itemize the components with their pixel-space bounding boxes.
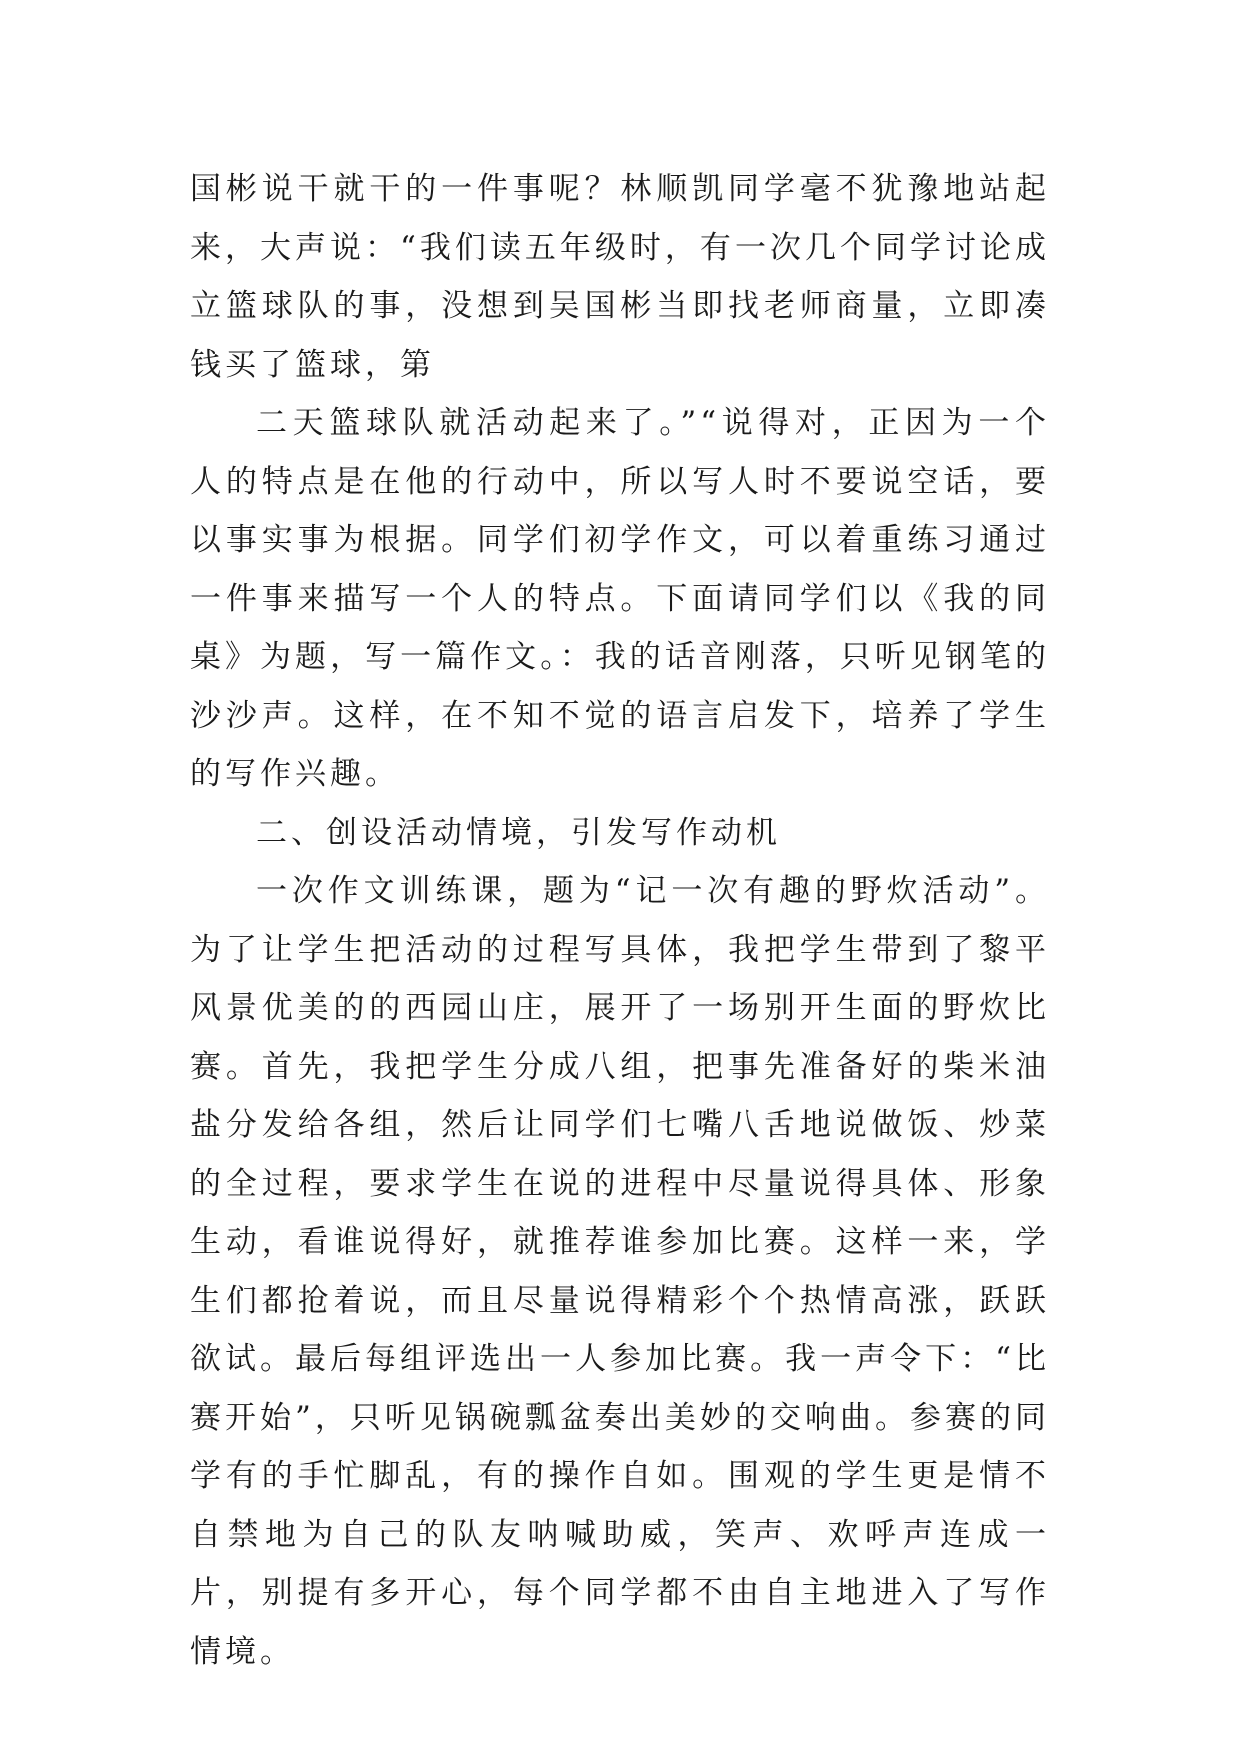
paragraph-2: 二天篮球队就活动起来了。”“说得对，正因为一个人的特点是在他的行动中，所以写人时不要说空话，要以事实事为根据。同学们初学作文，可以着重练习通过一件事来描写一个人的特点。下面请同学们以《我的同桌》为题，写一篇作文。：我的话音刚落，只听见钢笔的沙沙声。这样，在不知不觉的语言启发下，培养了学生的写作兴趣。 bbox=[190, 405, 1050, 792]
section-heading: 二、创设活动情境，引发写作动机 bbox=[256, 814, 781, 851]
paragraph-3: 一次作文训练课，题为“记一次有趣的野炊活动”。为了让学生把活动的过程写具体，我把学生带到了黎平风景优美的的西园山庄，展开了一场别开生面的野炊比赛。首先，我把学生分成八组，把事先准备好的柴米油盐分发给各组，然后让同学们七嘴八舌地说做饭、炒菜的全过程，要求学生在说的进程中尽量说得具体、形象生动，看谁说得好，就推荐谁参加比赛。这样一来，学生们都抢着说，而且尽量说得精彩个个热情高涨，跃跃欲试。最后每组评选出一人参加比赛。我一声令下：“比赛开始”，只听见锅碗瓢盆奏出美妙的交响曲。参赛的同学有的手忙脚乱，有的操作自如。围观的学生更是情不自禁地为自己的队友呐喊助威，笑声、欢呼声连成一片，别提有多开心，每个同学都不由自主地进入了写作情境。 bbox=[190, 873, 1050, 1670]
document-body bbox=[190, 160, 1050, 1681]
paragraph-1: 国彬说干就干的一件事呢？林顺凯同学毫不犹豫地站起来，大声说：“我们读五年级时，有一次几个同学讨论成立篮球队的事，没想到吴国彬当即找老师商量，立即凑钱买了篮球，第 bbox=[190, 171, 1050, 383]
